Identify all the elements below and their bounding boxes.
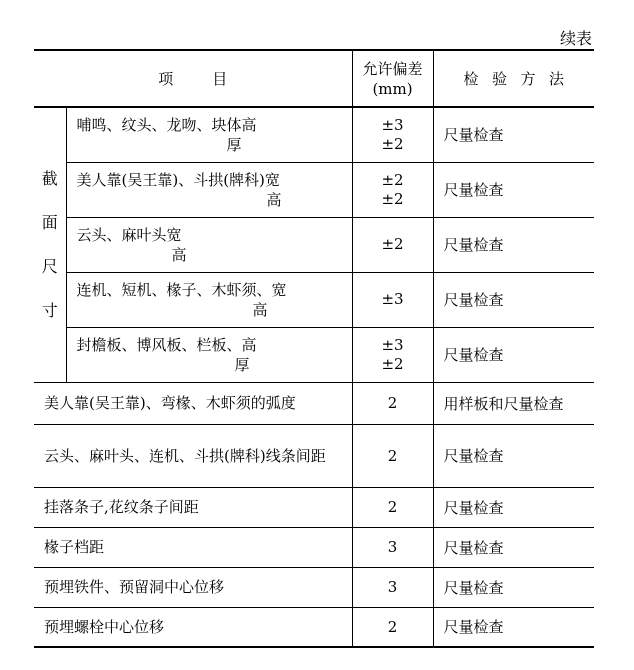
table-row <box>34 487 594 527</box>
tolerance-cell: 3 <box>352 567 433 607</box>
tolerance-table <box>34 49 594 648</box>
tolerance-value: ±2 <box>381 354 404 373</box>
item-cell: 预埋铁件、预留洞中心位移 <box>34 567 352 607</box>
item-cell: 挂落条子,花纹条子间距 <box>34 487 352 527</box>
tolerance-cell: 2 <box>352 487 433 527</box>
table-row <box>34 567 594 607</box>
table-row <box>34 327 594 382</box>
tolerance-value: ±3 <box>381 290 404 308</box>
item-line1: 连机、短机、椽子、木虾须、宽 <box>76 280 287 299</box>
method-cell: 尺量检查 <box>433 424 594 487</box>
tolerance-cell <box>352 162 433 217</box>
item-cell <box>66 162 352 217</box>
item-line2: 厚 <box>226 135 242 154</box>
tolerance-value: ±2 <box>381 189 404 208</box>
header-tolerance <box>352 50 433 107</box>
method-cell: 尺量检查 <box>433 487 594 527</box>
table-row <box>34 107 594 162</box>
table-row <box>34 217 594 272</box>
table-row <box>34 382 594 424</box>
method-cell: 尺量检查 <box>433 272 594 327</box>
method-cell: 尺量检查 <box>433 327 594 382</box>
tolerance-cell: 2 <box>352 382 433 424</box>
item-line2: 高 <box>252 300 268 319</box>
tolerance-value: ±3 <box>381 335 404 354</box>
method-cell: 尺量检查 <box>433 607 594 647</box>
tolerance-cell: 2 <box>352 607 433 647</box>
item-cell <box>66 107 352 162</box>
method-cell: 尺量检查 <box>433 217 594 272</box>
item-line1: 云头、麻叶头宽 <box>76 225 182 244</box>
header-method: 检验方法 <box>433 50 594 107</box>
group-label-char: 尺 <box>41 256 58 276</box>
table-row <box>34 162 594 217</box>
item-line2: 高 <box>171 245 187 264</box>
table-row <box>34 424 594 487</box>
item-cell <box>66 272 352 327</box>
tolerance-value: ±2 <box>381 235 404 253</box>
item-line1: 美人靠(吴王靠)、斗拱(牌科)宽 <box>76 170 280 189</box>
item-line1: 哺鸣、纹头、龙吻、块体高 <box>76 115 257 134</box>
method-cell: 尺量检查 <box>433 107 594 162</box>
table-caption: 续表 <box>559 29 592 48</box>
item-cell <box>66 327 352 382</box>
tolerance-value: ±2 <box>381 170 404 189</box>
group-label-char: 面 <box>41 212 58 232</box>
method-cell: 尺量检查 <box>433 567 594 607</box>
table-row <box>34 272 594 327</box>
item-cell: 云头、麻叶头、连机、斗拱(牌科)线条间距 <box>34 424 352 487</box>
tolerance-value: ±3 <box>381 115 404 134</box>
item-line2: 高 <box>266 190 282 209</box>
method-cell: 尺量检查 <box>433 162 594 217</box>
table-row <box>34 607 594 647</box>
tolerance-cell <box>352 217 433 272</box>
tolerance-cell <box>352 272 433 327</box>
table-header-row <box>34 50 594 107</box>
group-label-char: 截 <box>41 168 58 188</box>
header-item: 项目 <box>34 50 352 107</box>
group-label-char: 寸 <box>41 300 58 320</box>
item-line1: 封檐板、博风板、栏板、高 <box>76 335 257 354</box>
tolerance-value: ±2 <box>381 134 404 153</box>
tolerance-cell: 2 <box>352 424 433 487</box>
item-cell: 预埋螺栓中心位移 <box>34 607 352 647</box>
item-cell <box>66 217 352 272</box>
header-tolerance-label: 允许偏差 <box>362 59 423 78</box>
method-cell: 尺量检查 <box>433 527 594 567</box>
tolerance-cell <box>352 107 433 162</box>
header-tolerance-unit: (mm) <box>372 79 413 98</box>
group-label-cell <box>34 107 66 382</box>
tolerance-cell: 3 <box>352 527 433 567</box>
table-row <box>34 527 594 567</box>
item-cell: 椽子档距 <box>34 527 352 567</box>
tolerance-cell <box>352 327 433 382</box>
item-cell: 美人靠(吴王靠)、弯椽、木虾须的弧度 <box>34 382 352 424</box>
item-line2: 厚 <box>234 355 250 374</box>
method-cell: 用样板和尺量检查 <box>433 382 594 424</box>
